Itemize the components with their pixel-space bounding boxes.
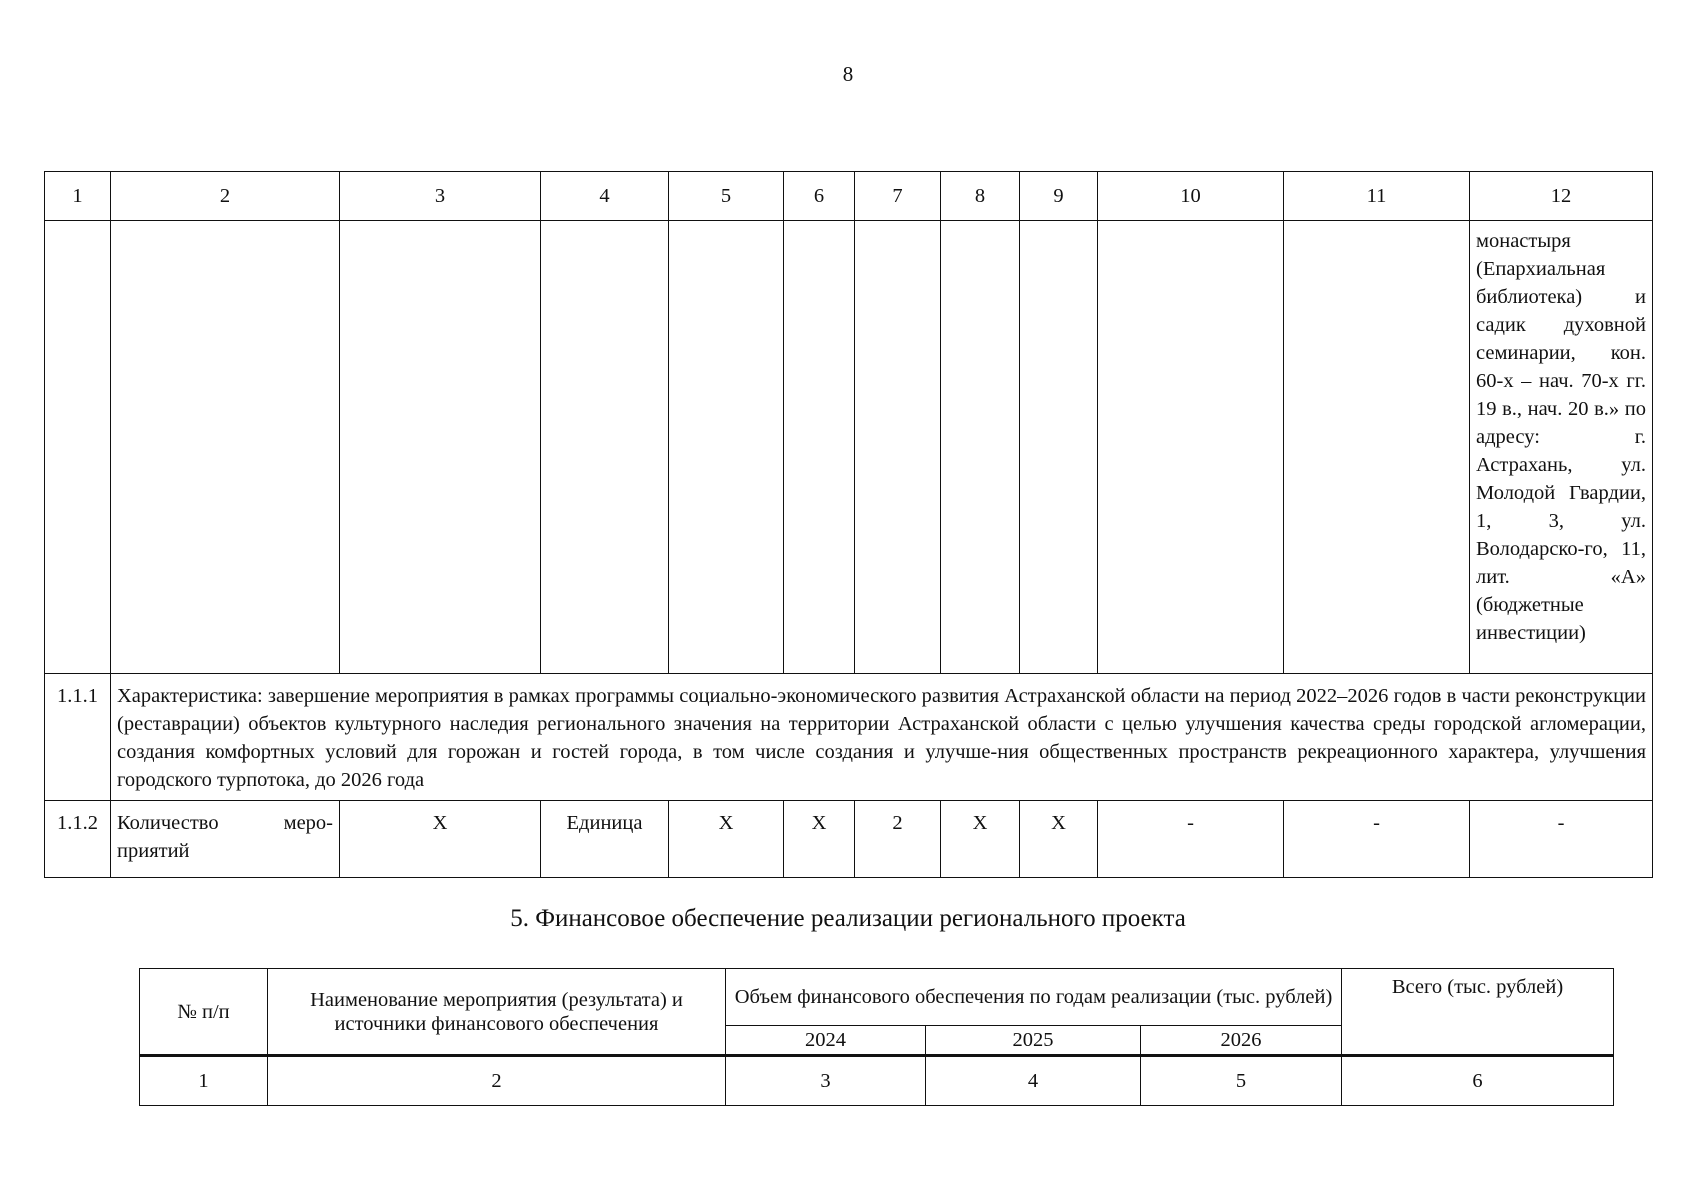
year-header: 2026 (1141, 1026, 1342, 1056)
continued-row (45, 221, 1653, 674)
table-cell (541, 221, 669, 674)
column-number: 5 (1141, 1056, 1342, 1106)
table-cell: X (784, 801, 855, 878)
column-number: 6 (784, 172, 855, 221)
indicators-table (44, 171, 1653, 878)
unit-cell: Единица (541, 801, 669, 878)
object-description-cell: монастыря (Епархиальная библиотека) и садик духовной семинарии, кон. 60-х – нач. 70-х гг. 19 в., нач. 20 в.» по адресу: г. Астрахань, ул. Молодой Гвардии, 1, 3, ул. Володарско-го, 11, лит. «А» (бюджетные инвестиции) (1470, 221, 1653, 674)
column-number: 3 (340, 172, 541, 221)
column-number: 4 (926, 1056, 1141, 1106)
characteristic-text: Характеристика: завершение мероприятия в рамках программы социально-экономического развития Астраханской области на период 2022–2026 годов в части реконструкции (реставрации) объектов культурного наследия регионального значения на территории Астраханской области с целью улучшения качества среды городской агломерации, создания комфортных условий для горожан и гостей города, в том числе создания и улучше-ния общественных пространств рекреационного характера, улучшения городского турпотока, до 2026 года (111, 674, 1653, 801)
table-cell (1020, 221, 1098, 674)
table-cell (111, 221, 340, 674)
column-number: 11 (1284, 172, 1470, 221)
year-header: 2025 (926, 1026, 1141, 1056)
indicator-name: Количество меро-приятий (111, 801, 340, 878)
column-number: 9 (1020, 172, 1098, 221)
column-numbers-row (140, 1056, 1614, 1106)
table-cell (45, 221, 111, 674)
column-number: 2 (111, 172, 340, 221)
column-number: 1 (45, 172, 111, 221)
table-cell (855, 221, 941, 674)
table-cell (784, 221, 855, 674)
total-header: Всего (тыс. рублей) (1342, 969, 1614, 1056)
table-cell (941, 221, 1020, 674)
table-cell: - (1470, 801, 1653, 878)
column-number: 8 (941, 172, 1020, 221)
table-cell: - (1284, 801, 1470, 878)
page-number: 8 (842, 62, 854, 86)
column-number: 2 (268, 1056, 726, 1106)
column-number: 4 (541, 172, 669, 221)
table-cell: X (1020, 801, 1098, 878)
quantity-row (45, 801, 1653, 878)
table-cell: 2 (855, 801, 941, 878)
row-number: 1.1.2 (45, 801, 111, 878)
number-header: № п/п (140, 969, 268, 1056)
name-header: Наименование мероприятия (результата) и источники финансового обеспечения (268, 969, 726, 1056)
column-number: 12 (1470, 172, 1653, 221)
section-title: 5. Финансовое обеспечение реализации регионального проекта (510, 905, 1186, 932)
column-number: 1 (140, 1056, 268, 1106)
table-cell (340, 221, 541, 674)
volume-header: Объем финансового обеспечения по годам реализации (тыс. рублей) (726, 969, 1342, 1026)
column-number: 10 (1098, 172, 1284, 221)
table-cell: - (1098, 801, 1284, 878)
characteristic-row (45, 674, 1653, 801)
year-header: 2024 (726, 1026, 926, 1056)
table-cell: X (941, 801, 1020, 878)
table-cell: X (669, 801, 784, 878)
column-number: 5 (669, 172, 784, 221)
table-cell (669, 221, 784, 674)
column-number: 6 (1342, 1056, 1614, 1106)
column-numbers-row (45, 172, 1653, 221)
table-cell: X (340, 801, 541, 878)
row-number: 1.1.1 (45, 674, 111, 801)
column-number: 7 (855, 172, 941, 221)
table-cell (1284, 221, 1470, 674)
column-number: 3 (726, 1056, 926, 1106)
finance-header-row (140, 969, 1614, 1026)
finance-table (139, 968, 1614, 1106)
table-cell (1098, 221, 1284, 674)
